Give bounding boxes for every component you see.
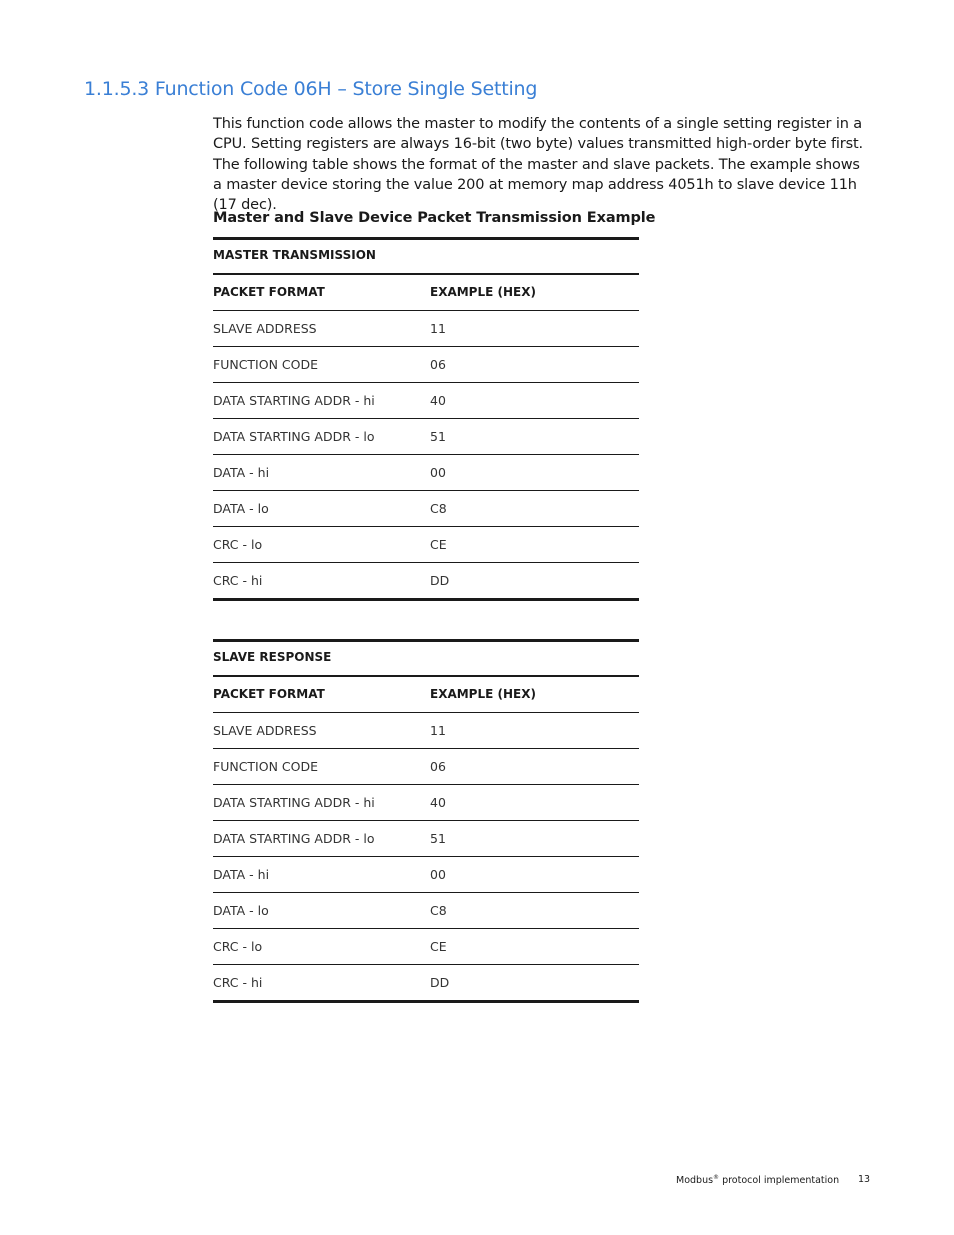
packet-field: SLAVE ADDRESS [213, 723, 317, 738]
table-row [213, 749, 639, 785]
column-header-packet-format: PACKET FORMAT [213, 687, 325, 701]
packet-field: DATA - hi [213, 465, 270, 480]
table-row [213, 383, 639, 419]
table-row [213, 347, 639, 383]
packet-field: DATA STARTING ADDR - hi [213, 393, 375, 408]
table-row [213, 455, 639, 491]
table-header-row [213, 275, 639, 311]
registered-mark: ® [713, 1174, 720, 1181]
table-title: SLAVE RESPONSE [213, 650, 332, 664]
table-row [213, 527, 639, 563]
packet-field: DATA STARTING ADDR - lo [213, 429, 375, 444]
section-title: 1.1.5.3 Function Code 06H – Store Single Setting [84, 78, 538, 100]
hex-value: 40 [430, 795, 446, 810]
hex-value: 06 [430, 357, 446, 372]
intro-paragraph: This function code allows the master to modify the contents of a single setting register in a CPU. Setting registers are always 16-bit (two byte) values transmitted high-order byte first. The following table shows the format of the master and slave packets. The example shows a master device storing the value 200 at memory map address 4051h to slave device 11h (17 dec). [213, 116, 864, 214]
table-row [213, 965, 639, 1003]
footer-brand: Modbus [676, 1175, 714, 1187]
table-title-row [213, 639, 639, 677]
hex-value: CE [430, 939, 447, 954]
hex-value: 11 [430, 723, 446, 738]
packet-field: FUNCTION CODE [213, 759, 318, 774]
slave-response-table [213, 639, 639, 1003]
table-row [213, 821, 639, 857]
table-header-row [213, 677, 639, 713]
table-row [213, 785, 639, 821]
table-row [213, 857, 639, 893]
hex-value: 00 [430, 465, 446, 480]
table-row [213, 491, 639, 527]
hex-value: 40 [430, 393, 446, 408]
packet-field: CRC - hi [213, 573, 263, 588]
hex-value: 11 [430, 321, 446, 336]
page-number: 13 [858, 1174, 871, 1185]
packet-field: DATA - hi [213, 867, 270, 882]
packet-field: SLAVE ADDRESS [213, 321, 317, 336]
packet-field: CRC - lo [213, 939, 263, 954]
table-row [213, 563, 639, 601]
page-footer [676, 1174, 839, 1186]
hex-value: 00 [430, 867, 446, 882]
hex-value: DD [430, 975, 450, 990]
table-row [213, 311, 639, 347]
table-title-row [213, 237, 639, 275]
table-row [213, 713, 639, 749]
hex-value: C8 [430, 903, 447, 918]
packet-field: DATA - lo [213, 501, 269, 516]
column-header-example-hex: EXAMPLE (HEX) [430, 687, 536, 701]
table-row [213, 893, 639, 929]
packet-field: DATA STARTING ADDR - hi [213, 795, 375, 810]
table-row [213, 929, 639, 965]
packet-field: DATA STARTING ADDR - lo [213, 831, 375, 846]
hex-value: 06 [430, 759, 446, 774]
master-transmission-table [213, 237, 639, 601]
hex-value: 51 [430, 429, 446, 444]
packet-field: FUNCTION CODE [213, 357, 318, 372]
packet-field: CRC - hi [213, 975, 263, 990]
packet-field: DATA - lo [213, 903, 269, 918]
hex-value: DD [430, 573, 450, 588]
column-header-example-hex: EXAMPLE (HEX) [430, 285, 536, 299]
column-header-packet-format: PACKET FORMAT [213, 285, 325, 299]
footer-text: protocol implementation [719, 1175, 840, 1187]
hex-value: C8 [430, 501, 447, 516]
table-caption: Master and Slave Device Packet Transmission Example [213, 210, 656, 226]
table-title: MASTER TRANSMISSION [213, 248, 376, 262]
table-row [213, 419, 639, 455]
hex-value: 51 [430, 831, 446, 846]
packet-field: CRC - lo [213, 537, 263, 552]
hex-value: CE [430, 537, 447, 552]
